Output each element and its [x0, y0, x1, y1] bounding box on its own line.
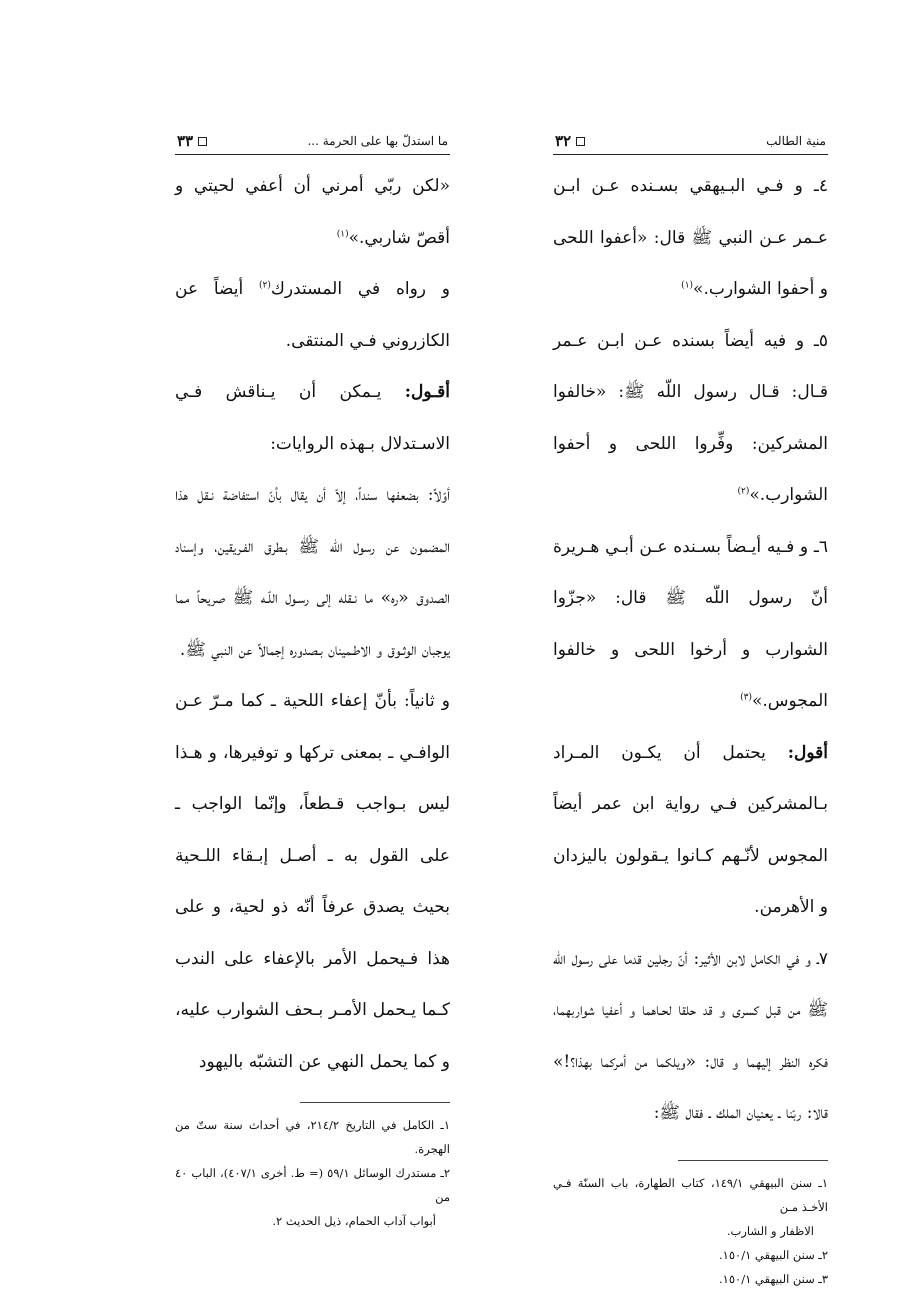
page-number: ٣٢	[555, 132, 585, 150]
footnote-ref: (٣)	[740, 692, 752, 703]
footnote: ٢ـ مستدرك الوسائل ٥٩/١ (= ط. أخرى ٤٠٧/١)، الباب ٤٠ من	[175, 1166, 451, 1204]
paragraph: ٧ـ و في الكامل لابن الأثير: أنّ رجلين قدما على رسول اللّه ﷺ من قبل كسرى و قد حلقا لحـاهما و أعفيا شواربهما، فكره النظر إليهما و قال: «ويلكما من أمركما بهذا؟!» قالا: ربّنا ـ يعنيان الملك ـ فقال ﷺ:	[553, 948, 828, 1123]
lead-word: أقـول:	[404, 382, 450, 402]
footnote-ref: (٢)	[737, 486, 750, 497]
footnote: ١ـ الكامل في التاريخ ٢١٤/٢، في أحداث سنة ستّ من الهجرة.	[175, 1118, 450, 1156]
lead-word: أقول:	[787, 742, 828, 763]
footnote: ١ـ سنن البيهقي ١٤٩/١، كتاب الطهارة، باب السنّة فـي الأخـذ مـن	[553, 1175, 828, 1214]
square-ornament-icon	[198, 137, 207, 146]
running-head: ما استدلّ بها على الحرمة ...	[307, 134, 448, 148]
page-33	[175, 128, 450, 1233]
footnote-rule	[678, 1160, 828, 1161]
page-number: ٣٣	[177, 132, 207, 150]
footnote-ref: (١)	[336, 228, 349, 239]
footnotes	[553, 1171, 828, 1291]
square-ornament-icon	[576, 137, 585, 146]
page-body	[175, 161, 450, 1088]
footnote-continuation: الاظفار و الشارب.	[726, 1223, 814, 1238]
footnote: ٢ـ سنن البيهقي ١٥٠/١.	[719, 1247, 828, 1262]
paragraph: أوّلاً: بضعفها سنداً، إلاّ أن يقال بأنّ استفاضة نـقل هذا المضمون عن رسول اللّه ﷺ بـطرق الفـريقين، وإسناد الصدوق «ره» ما نـقله إلى رسـول اللّـه ﷺ صريحاً مما يوجبان الوثـوق و الاطـمينان بـصدوره إجمالاً عن النبي ﷺ.	[175, 485, 450, 660]
footnote-ref: (٢)	[259, 280, 271, 291]
footnotes	[175, 1113, 450, 1233]
page-32	[553, 128, 828, 1291]
paragraph: «لكن ربّي أمرني أن أعفي لحيتي و أقصّ شاربي.»$^{(١)}$	[175, 176, 450, 248]
page-header	[553, 128, 828, 155]
paragraph: ٤ـ و فـي البـيهقي بسـنده عـن ابـن عـمر عـن النبي ﷺ قال: «أعفوا اللحى و أحفوا الشوارب.»$^{(١)}$	[553, 176, 828, 299]
paragraph: ٥ـ و فيه أيضاً بسنده عـن ابـن عـمر قـال: قـال رسول اللّه ﷺ: «خالفوا المشركين: وفِّروا اللحى و أحفوا الشوارب.»$^{(٢)}$	[553, 330, 828, 505]
page-body	[553, 161, 828, 1140]
paragraph: أقـول: يـمكن أن يـناقش فـي الاسـتدلال بـهذه الروايات:	[175, 382, 450, 454]
paragraph: و ثانياً: بأنّ إعفاء اللحية ـ كما مـرّ عـن الوافـي ـ بمعنى تركها و توفيرها، و هـذا ليس بـواجب قـطعاً، وإنّما الواجب ـ على القول به ـ أصـل إبـقاء اللـحية بحيث يصدق عرفاً أنّه ذو لحية، و على هذا فـيحمل الأمر بالإعفاء على الندب كـما يـحمل الأمـر بـحف الشوارب عليه، و كما يحمل النهي عن التشبّه باليهود	[175, 691, 450, 1072]
paragraph: أقول: يحتمل أن يكـون المـراد بـالمشركين فـي رواية ابن عمر أيضاً المجوس لأنّـهم كـانوا يـقولون باليزدان و الأهرمن.	[553, 742, 828, 917]
footnote: ٣ـ سنن البيهقي ١٥٠/١.	[719, 1271, 828, 1286]
running-head: منية الطالب	[766, 134, 826, 148]
paragraph: ٦ـ و فـيه أيـضاً بسـنده عـن أبـي هـريرة أنّ رسول اللّه ﷺ قال: «جزّوا الشوارب و أرخوا اللحى و خالفوا المجوس.»$^{(٣)}$	[553, 536, 828, 711]
paragraph: و رواه في المستدرك$^{(٢)}$ أيضاً عن الكازروني فـي المنتقى.	[175, 279, 450, 351]
footnote-ref: (١)	[681, 280, 694, 291]
footnote-continuation: أبواب آداب الحمام، ذيل الحديث ٢.	[272, 1214, 436, 1228]
footnote-rule	[300, 1102, 450, 1103]
page-header	[175, 128, 450, 155]
